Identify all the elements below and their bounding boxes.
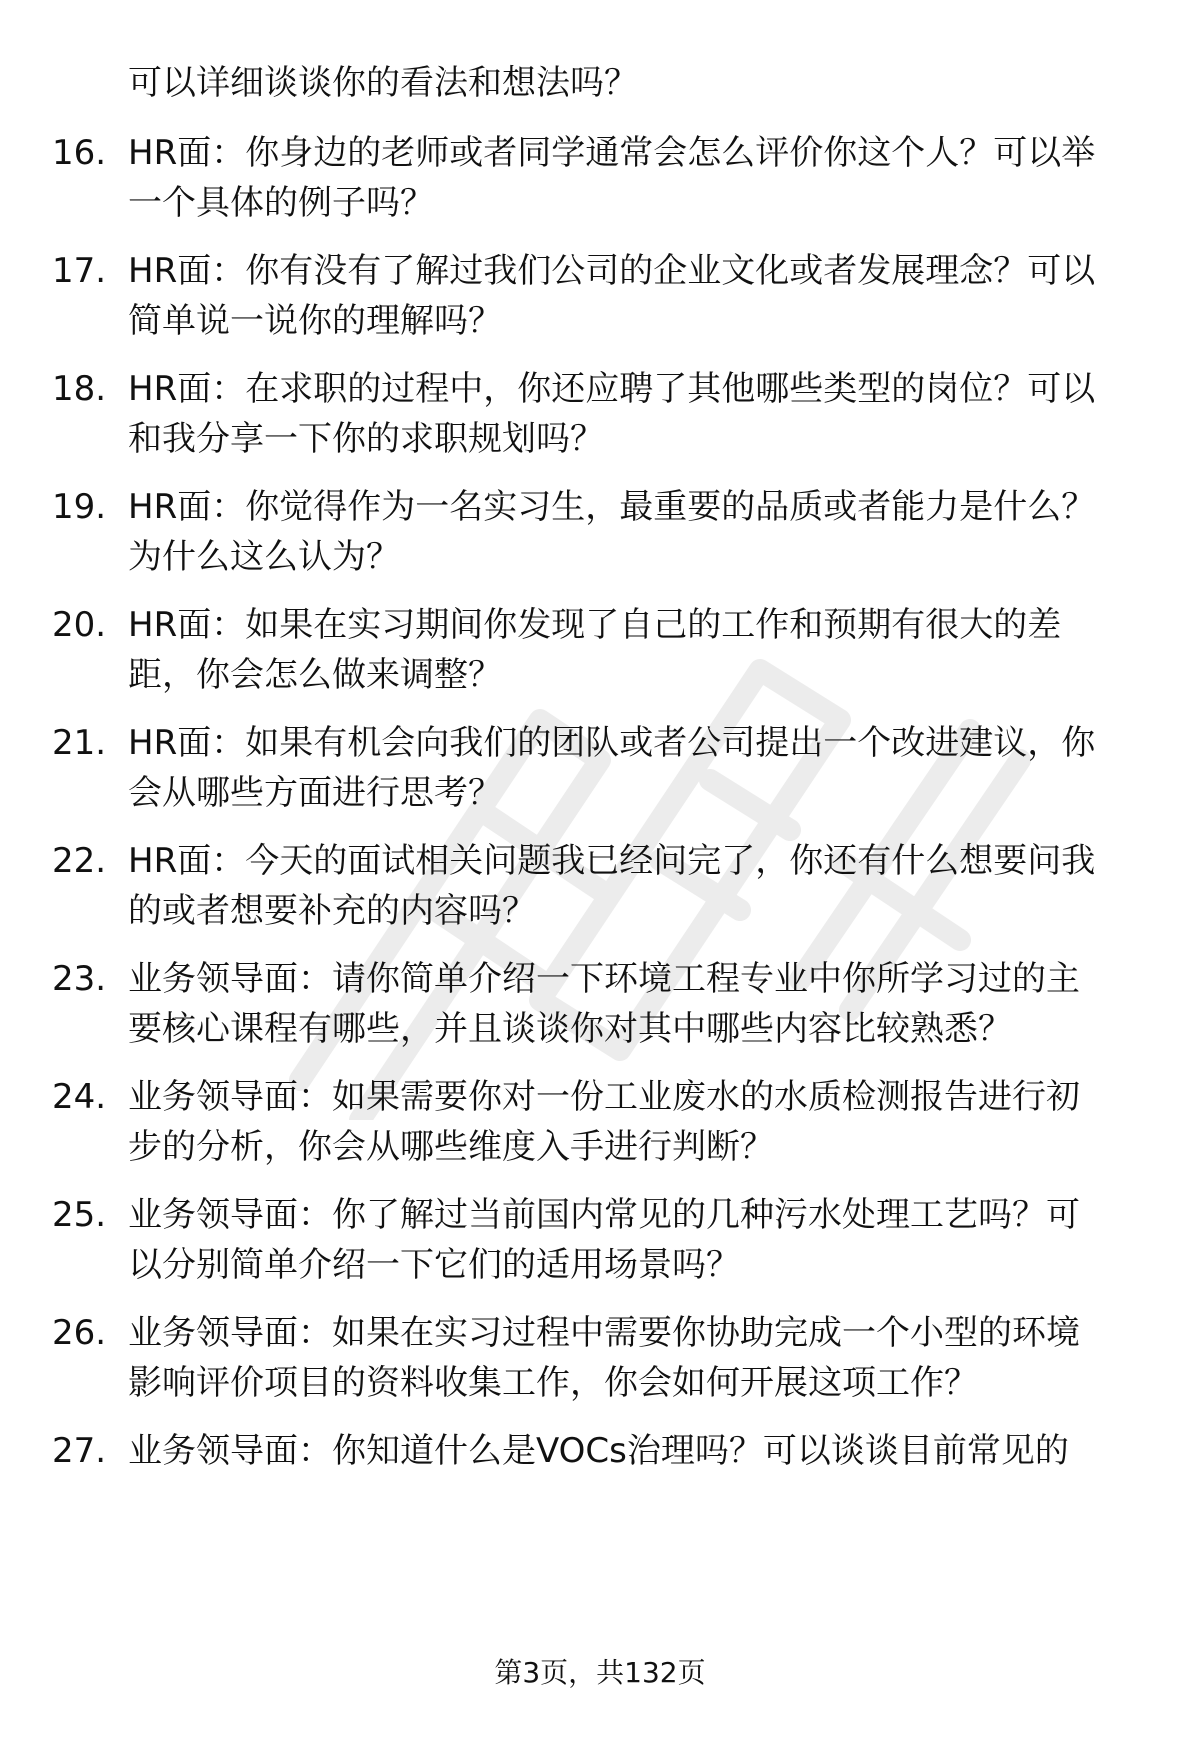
question-text xyxy=(128,1190,1162,1290)
question-number: 27. xyxy=(52,1431,107,1471)
page-number-footer: 第3页，共132页 xyxy=(494,1656,706,1689)
question-line: 一个具体的例子吗？ xyxy=(128,183,434,223)
question-line: 和我分享一下你的求职规划吗？ xyxy=(128,419,604,459)
question-text xyxy=(128,718,1162,818)
question-number: 18. xyxy=(52,369,107,409)
question-line: 步的分析，你会从哪些维度入手进行判断？ xyxy=(128,1127,774,1167)
list-item xyxy=(52,718,1162,818)
list-item xyxy=(52,1072,1162,1172)
question-number: 24. xyxy=(52,1077,107,1117)
question-line: HR面：你身边的老师或者同学通常会怎么评价你这个人？可以举 xyxy=(128,133,1096,173)
question-line: HR面：如果有机会向我们的团队或者公司提出一个改进建议，你 xyxy=(128,723,1096,763)
list-item xyxy=(52,482,1162,582)
question-line: 会从哪些方面进行思考？ xyxy=(128,773,502,813)
question-line: HR面：你觉得作为一名实习生，最重要的品质或者能力是什么？ xyxy=(128,487,1096,527)
question-line: 为什么这么认为？ xyxy=(128,537,400,577)
question-line: HR面：如果在实习期间你发现了自己的工作和预期有很大的差 xyxy=(128,605,1062,645)
question-line: HR面：今天的面试相关问题我已经问完了，你还有什么想要问我 xyxy=(128,841,1096,881)
question-text xyxy=(128,600,1162,700)
question-number: 21. xyxy=(52,723,107,763)
question-number: 25. xyxy=(52,1195,107,1235)
question-text xyxy=(128,954,1162,1054)
question-line: 业务领导面：如果在实习过程中需要你协助完成一个小型的环境 xyxy=(128,1313,1080,1353)
question-text xyxy=(128,128,1162,228)
question-text xyxy=(128,1308,1162,1408)
question-line: 简单说一说你的理解吗？ xyxy=(128,301,502,341)
question-line: HR面：在求职的过程中，你还应聘了其他哪些类型的岗位？可以 xyxy=(128,369,1096,409)
question-line: 业务领导面：你知道什么是VOCs治理吗？可以谈谈目前常见的 xyxy=(128,1431,1069,1471)
question-line: 以分别简单介绍一下它们的适用场景吗？ xyxy=(128,1245,740,1285)
list-item xyxy=(52,600,1162,700)
question-line: 业务领导面：如果需要你对一份工业废水的水质检测报告进行初 xyxy=(128,1077,1080,1117)
question-number: 17. xyxy=(52,251,107,291)
question-number: 16. xyxy=(52,133,107,173)
question-line: 要核心课程有哪些，并且谈谈你对其中哪些内容比较熟悉？ xyxy=(128,1009,1012,1049)
question-text xyxy=(128,1426,1162,1476)
question-line: 业务领导面：请你简单介绍一下环境工程专业中你所学习过的主 xyxy=(128,959,1080,999)
question-line: HR面：你有没有了解过我们公司的企业文化或者发展理念？可以 xyxy=(128,251,1096,291)
list-item xyxy=(52,364,1162,464)
question-text xyxy=(128,836,1162,936)
list-item xyxy=(52,1190,1162,1290)
question-number: 22. xyxy=(52,841,107,881)
question-number: 23. xyxy=(52,959,107,999)
list-item xyxy=(52,1308,1162,1408)
question-line: 影响评价项目的资料收集工作，你会如何开展这项工作？ xyxy=(128,1363,978,1403)
list-item xyxy=(52,1426,1162,1476)
question-number: 19. xyxy=(52,487,107,527)
list-item xyxy=(52,954,1162,1054)
question-number: 26. xyxy=(52,1313,107,1353)
question-line: 业务领导面：你了解过当前国内常见的几种污水处理工艺吗？可 xyxy=(128,1195,1080,1235)
question-line: 距，你会怎么做来调整？ xyxy=(128,655,502,695)
question-text xyxy=(128,1072,1162,1172)
list-item xyxy=(52,246,1162,346)
continued-question-text: 可以详细谈谈你的看法和想法吗？ xyxy=(128,63,638,103)
question-text xyxy=(128,482,1162,582)
list-item xyxy=(52,836,1162,936)
question-text xyxy=(128,246,1162,346)
question-text xyxy=(128,364,1162,464)
question-number: 20. xyxy=(52,605,107,645)
question-line: 的或者想要补充的内容吗？ xyxy=(128,891,536,931)
list-item xyxy=(52,128,1162,228)
